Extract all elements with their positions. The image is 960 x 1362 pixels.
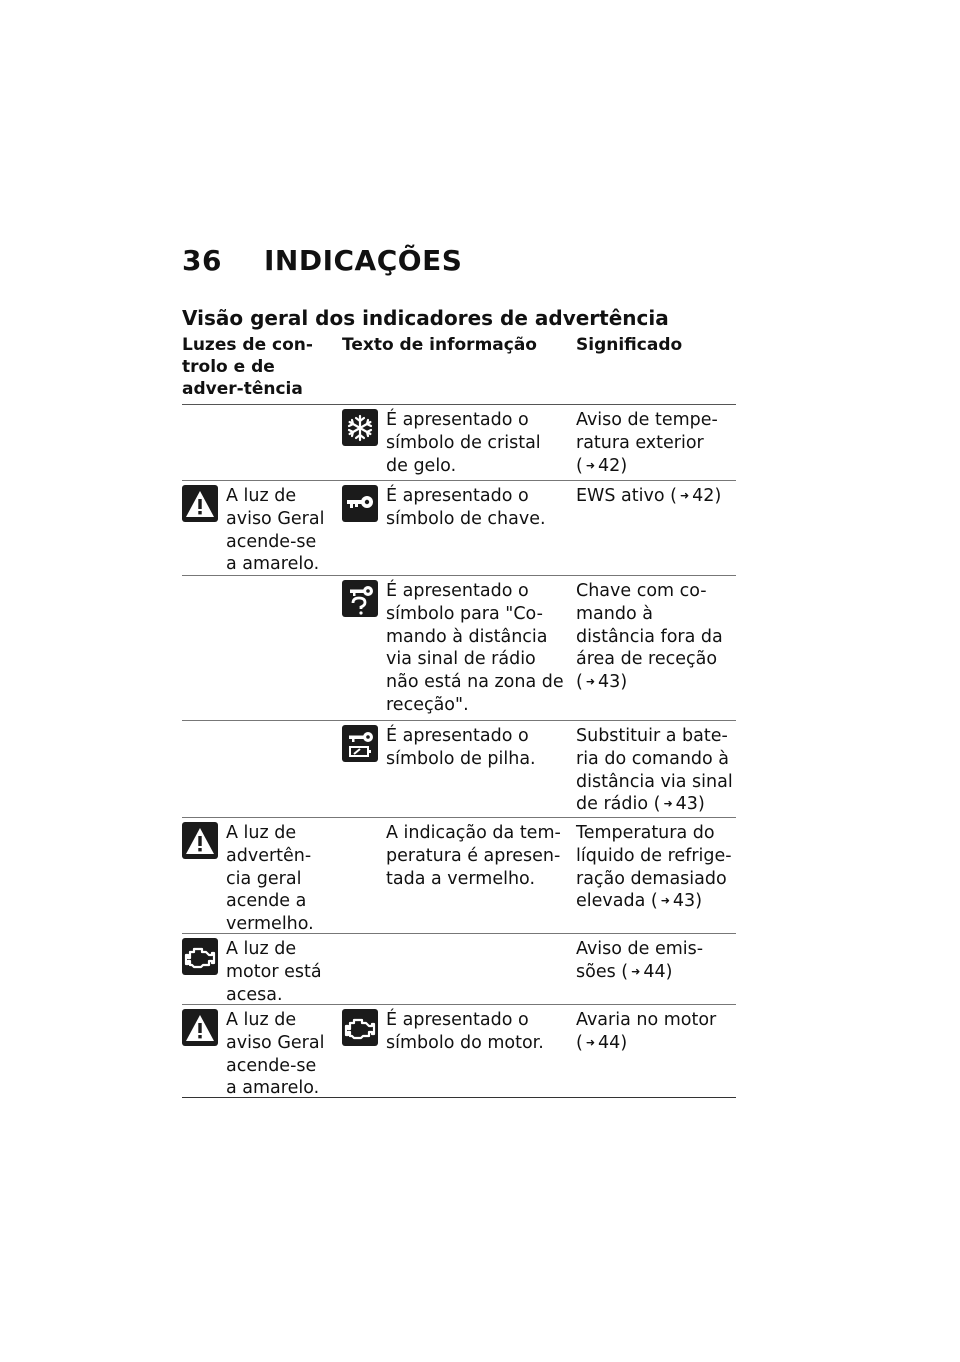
meaning-text: Avaria no motor — [576, 1010, 717, 1030]
meaning-cell: Avaria no motor ( ➜ 44) — [576, 1010, 717, 1053]
key-icon — [342, 485, 378, 522]
column-header-meaning: Significado — [576, 335, 683, 355]
meaning-text: Substituir a bate-ria do comando à distância via sinal de rádio — [576, 726, 733, 815]
meaning-cell: Chave com co-mando à distância fora da área de receção ( ➜ 43) — [576, 581, 723, 693]
page-reference-arrow-icon: ➜ — [585, 675, 596, 689]
info-text: É apresentado o símbolo de cristal de gelo. — [386, 410, 541, 476]
page-reference-arrow-icon: ➜ — [631, 964, 641, 978]
light-description: A luz de motor está acesa. — [226, 939, 322, 1005]
page-reference-link[interactable]: 44 — [643, 961, 666, 982]
table-row — [182, 405, 736, 481]
meaning-text: Aviso de tempe-ratura exterior — [576, 410, 718, 453]
page-reference-arrow-icon: ➜ — [663, 797, 673, 811]
table-row — [182, 721, 736, 818]
page-title: INDICAÇÕES — [264, 244, 463, 277]
table-row — [182, 934, 736, 1005]
page-number: 36 — [182, 244, 222, 277]
page-reference-link[interactable]: 42 — [598, 455, 621, 476]
column-header-info-text: Texto de informação — [342, 335, 537, 355]
meaning-cell: Aviso de emis-sões ( ➜ 44) — [576, 939, 704, 982]
info-text: É apresentado o símbolo para "Co-mando à distância via sinal de rádio não está na zona de receção". — [386, 581, 564, 715]
warning-triangle-icon — [182, 485, 218, 522]
info-text: É apresentado o símbolo de pilha. — [386, 726, 536, 769]
key-question-icon — [342, 580, 378, 617]
meaning-cell: EWS ativo ( ➜ 42) — [576, 486, 722, 506]
page-reference-link[interactable]: 43 — [598, 672, 621, 693]
engine-icon — [342, 1009, 378, 1046]
column-header-lights: Luzes de con-trolo e de adver-tência — [182, 335, 313, 399]
meaning-text: Aviso de emis-sões — [576, 939, 704, 982]
page-reference-link[interactable]: 43 — [675, 794, 698, 815]
page-reference-link[interactable]: 42 — [692, 486, 715, 506]
page-reference-arrow-icon: ➜ — [585, 1035, 596, 1049]
meaning-cell: Aviso de tempe-ratura exterior ( ➜ 42) — [576, 410, 718, 476]
snowflake-icon — [342, 409, 378, 446]
table-row — [182, 481, 736, 576]
meaning-cell: Temperatura do líquido de refrige-ração demasiado elevada ( ➜ 43) — [576, 823, 732, 912]
table-header — [182, 334, 736, 405]
light-description: A luz de aviso Geral acende-se a amarelo. — [226, 1010, 325, 1099]
warning-triangle-icon — [182, 1009, 218, 1046]
table-row — [182, 576, 736, 721]
key-battery-icon — [342, 725, 378, 762]
meaning-text: Chave com co-mando à distância fora da área de receção — [576, 581, 723, 670]
warning-triangle-icon — [182, 822, 218, 859]
page-reference-link[interactable]: 44 — [598, 1032, 621, 1053]
table-row — [182, 818, 736, 934]
info-text: É apresentado o símbolo de chave. — [386, 486, 546, 529]
info-text: A indicação da tem-peratura é apresen-tada a vermelho. — [386, 823, 561, 889]
page-reference-arrow-icon: ➜ — [660, 894, 670, 908]
page-reference-arrow-icon: ➜ — [679, 489, 690, 502]
page-header — [182, 244, 462, 277]
meaning-text: EWS ativo — [576, 486, 665, 506]
light-description: A luz de aviso Geral acende-se a amarelo. — [226, 486, 325, 575]
info-text: É apresentado o símbolo do motor. — [386, 1010, 544, 1053]
engine-icon — [182, 938, 218, 975]
meaning-cell: Substituir a bate-ria do comando à distância via sinal de rádio ( ➜ 43) — [576, 726, 733, 815]
page-reference-arrow-icon: ➜ — [585, 458, 596, 472]
table-body — [182, 405, 736, 1098]
warning-indicator-table — [182, 334, 736, 1098]
section-title: Visão geral dos indicadores de advertência — [182, 306, 669, 330]
table-row — [182, 1005, 736, 1098]
meaning-text: Temperatura do líquido de refrige-ração demasiado elevada — [576, 823, 732, 912]
page-reference-link[interactable]: 43 — [672, 891, 696, 912]
light-description: A luz de advertên-cia geral acende a vermelho. — [226, 823, 314, 935]
